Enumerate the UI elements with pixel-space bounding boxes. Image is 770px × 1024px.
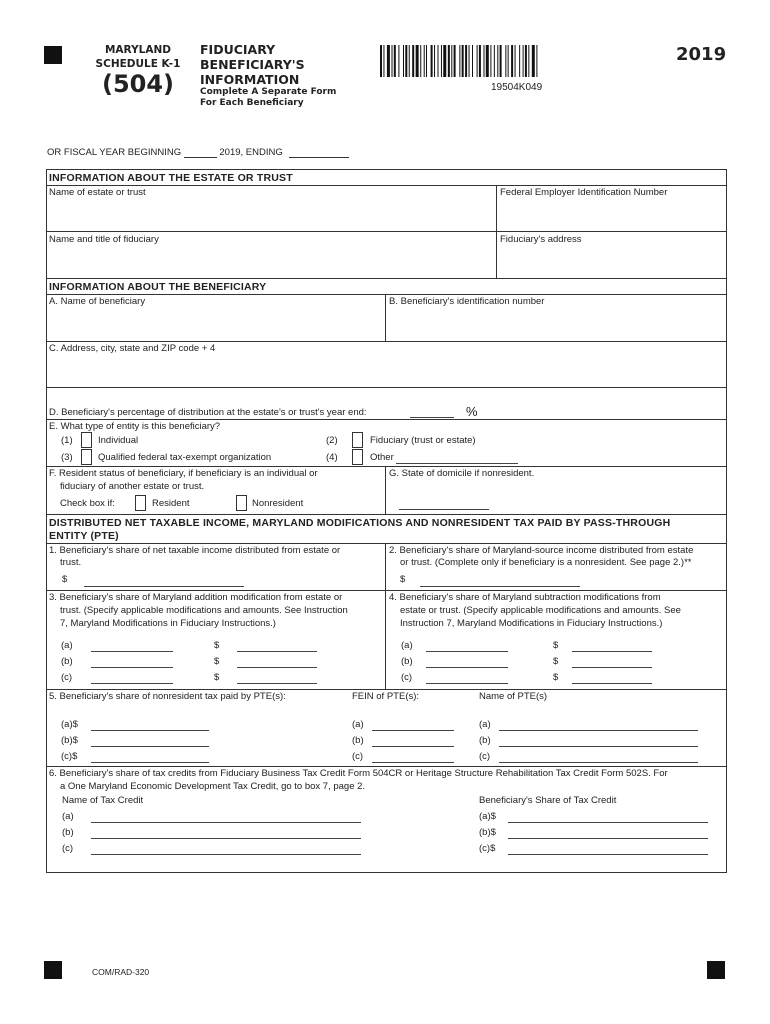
beneficiary-id-label: B. Beneficiary's identification number xyxy=(389,296,545,307)
line4-text-3: Instruction 7, Maryland Modifications in Fiduciary Instructions.) xyxy=(400,618,663,629)
fiduciary-address-field[interactable] xyxy=(497,246,726,277)
line6-b-label: (b) xyxy=(62,827,74,838)
divider xyxy=(46,466,727,467)
line3-a-dollar: $ xyxy=(214,640,220,651)
line4-c-dollar: $ xyxy=(553,672,559,683)
line4-b-amount-field[interactable] xyxy=(572,667,652,668)
barcode-text: 19504K049 xyxy=(491,82,543,93)
line6-c-label: (c) xyxy=(62,843,74,854)
nonresident-label: Nonresident xyxy=(252,498,304,509)
line6-share-col-header: Beneficiary's Share of Tax Credit xyxy=(479,795,617,806)
line4-a-amount-field[interactable] xyxy=(572,651,652,652)
barcode-bar xyxy=(441,45,442,77)
line5-c-name-field[interactable] xyxy=(499,762,698,763)
barcode-bar xyxy=(469,45,470,77)
distributed-section-title-2: ENTITY (PTE) xyxy=(49,530,119,542)
divider xyxy=(46,231,727,232)
beneficiary-id-field[interactable] xyxy=(386,308,726,340)
line5-b-dollar-label: (b)$ xyxy=(61,735,78,746)
line1-text-2: trust. xyxy=(60,557,82,568)
title-line-3: INFORMATION xyxy=(200,72,300,87)
line3-b-label: (b) xyxy=(61,656,73,667)
divider xyxy=(46,543,727,544)
fiduciary-checkbox[interactable] xyxy=(352,432,363,448)
line4-b-desc-field[interactable] xyxy=(426,667,508,668)
entity-opt3-label: Qualified federal tax-exempt organization xyxy=(98,452,272,463)
barcode-bar xyxy=(394,45,396,77)
line4-a-dollar: $ xyxy=(553,640,559,651)
line5-a-amount-field[interactable] xyxy=(91,730,209,731)
resident-status-line2: fiduciary of another estate or trust. xyxy=(60,481,205,492)
barcode-bar xyxy=(383,45,384,77)
fein-label: Federal Employer Identification Number xyxy=(500,187,668,198)
barcode-bar xyxy=(431,45,433,77)
line5-b-name-label: (b) xyxy=(479,735,491,746)
beneficiary-section-title: INFORMATION ABOUT THE BENEFICIARY xyxy=(49,281,267,293)
percent-sign: % xyxy=(466,404,478,419)
line4-c-desc-field[interactable] xyxy=(426,683,508,684)
form-id-block xyxy=(88,44,188,97)
nonresident-checkbox[interactable] xyxy=(236,495,247,511)
line3-b-dollar: $ xyxy=(214,656,220,667)
divider xyxy=(46,514,727,515)
state-domicile-label: G. State of domicile if nonresident. xyxy=(389,468,535,479)
barcode-bar xyxy=(519,45,520,77)
entity-opt3-num: (3) xyxy=(61,452,73,463)
line4-a-desc-field[interactable] xyxy=(426,651,508,652)
barcode-bar xyxy=(472,45,473,77)
line3-c-label: (c) xyxy=(61,672,73,683)
line6-text-1: 6. Beneficiary's share of tax credits from Fiduciary Business Tax Credit Form 504CR or Heritage Structure Rehabilitation Tax Credit Form 502S. For xyxy=(49,768,668,779)
state-label: MARYLAND xyxy=(104,44,171,56)
distribution-percent-label: D. Beneficiary's percentage of distribution at the estate's or trust's year end: xyxy=(49,407,367,418)
barcode-bar xyxy=(443,45,446,77)
distributed-section-title-1: DISTRIBUTED NET TAXABLE INCOME, MARYLAND MODIFICATIONS AND NONRESIDENT TAX PAID BY PASS-THROUGH xyxy=(49,517,671,529)
barcode-bar xyxy=(508,45,509,77)
line5-c-amount-field[interactable] xyxy=(91,762,209,763)
divider xyxy=(385,466,386,514)
registration-mark-top-left xyxy=(44,46,62,64)
entity-opt4-label: Other xyxy=(370,452,394,463)
line6-name-col-header: Name of Tax Credit xyxy=(62,795,144,806)
line4-text-1: 4. Beneficiary's share of Maryland subtraction modifications from xyxy=(389,592,661,603)
barcode-bar xyxy=(532,45,535,77)
check-box-if-label: Check box if: xyxy=(60,498,115,509)
barcode-bar xyxy=(409,45,410,77)
line4-c-label: (c) xyxy=(401,672,413,683)
barcode-bar xyxy=(416,45,419,77)
resident-status-line1: F. Resident status of beneficiary, if beneficiary is an individual or xyxy=(49,468,318,479)
resident-label: Resident xyxy=(152,498,190,509)
line3-text-3: 7, Maryland Modifications in Fiduciary Instructions.) xyxy=(60,618,276,629)
line5-c-fein-label: (c) xyxy=(352,751,364,762)
barcode-bar xyxy=(392,45,393,77)
entity-opt1-label: Individual xyxy=(98,435,139,446)
line4-text-2: estate or trust. (Specify applicable modifications and amounts. See xyxy=(400,605,681,616)
barcode-bar xyxy=(459,45,460,77)
line4-a-label: (a) xyxy=(401,640,413,651)
divider xyxy=(46,689,727,690)
fiscal-year-row xyxy=(47,147,349,158)
line6-text-2: a One Maryland Economic Development Tax Credit, go to box 7, page 2. xyxy=(60,781,366,792)
barcode-bar xyxy=(424,45,425,77)
barcode-bar xyxy=(479,45,481,77)
barcode-bar xyxy=(403,45,404,77)
line5-name-label: Name of PTE(s) xyxy=(479,691,548,702)
barcode xyxy=(380,45,652,77)
barcode-bar xyxy=(536,45,537,77)
barcode-bar xyxy=(525,45,527,77)
fiduciary-name-field[interactable] xyxy=(47,246,496,277)
barcode-bar xyxy=(511,45,513,77)
barcode-bar xyxy=(420,45,421,77)
registration-mark-bottom-left xyxy=(44,961,62,979)
other-entity-field[interactable] xyxy=(396,463,518,464)
barcode-bar xyxy=(523,45,524,77)
line3-b-desc-field[interactable] xyxy=(91,667,173,668)
tax-year: 2019 xyxy=(676,44,727,65)
line3-a-desc-field[interactable] xyxy=(91,651,173,652)
divider xyxy=(385,543,386,689)
beneficiary-address-label: C. Address, city, state and ZIP code + 4 xyxy=(49,343,216,354)
divider xyxy=(46,590,727,591)
fiscal-end-field[interactable] xyxy=(289,147,349,158)
line2-text-2: or trust. (Complete only if beneficiary is a nonresident. See page 2.)** xyxy=(400,557,692,568)
divider xyxy=(46,278,727,279)
resident-checkbox[interactable] xyxy=(135,495,146,511)
title-line-2: BENEFICIARY'S xyxy=(200,57,305,72)
line5-c-fein-field[interactable] xyxy=(372,762,454,763)
line5-a-name-field[interactable] xyxy=(499,730,698,731)
barcode-bar xyxy=(434,45,435,77)
line3-a-amount-field[interactable] xyxy=(237,651,317,652)
barcode-bar xyxy=(465,45,467,77)
line1-dollar: $ xyxy=(62,574,68,585)
barcode-bar xyxy=(454,45,456,77)
line6-a-name-field[interactable] xyxy=(91,822,361,823)
tax-exempt-org-checkbox[interactable] xyxy=(81,449,92,465)
form-code: COM/RAD-320 xyxy=(92,967,150,977)
fein-field[interactable] xyxy=(497,198,726,230)
state-domicile-field[interactable] xyxy=(399,509,489,510)
line6-c-dollar-label: (c)$ xyxy=(479,843,496,854)
barcode-bar xyxy=(505,45,506,77)
fiscal-begin-field[interactable] xyxy=(184,147,217,158)
line5-a-name-label: (a) xyxy=(479,719,491,730)
line5-c-name-label: (c) xyxy=(479,751,491,762)
barcode-image xyxy=(380,45,652,77)
line6-a-label: (a) xyxy=(62,811,74,822)
divider xyxy=(46,766,727,767)
other-checkbox[interactable] xyxy=(352,449,363,465)
barcode-bar xyxy=(426,45,427,77)
barcode-bar xyxy=(412,45,414,77)
line3-a-label: (a) xyxy=(61,640,73,651)
barcode-bar xyxy=(462,45,464,77)
barcode-bar xyxy=(490,45,491,77)
barcode-bar xyxy=(486,45,489,77)
line6-a-amount-field[interactable] xyxy=(508,822,708,823)
subtitle-line-1: Complete A Separate Form xyxy=(200,87,337,97)
estate-name-label: Name of estate or trust xyxy=(49,187,146,198)
form-title-block xyxy=(200,42,336,109)
distribution-percent-field[interactable] xyxy=(410,417,454,418)
line5-a-fein-label: (a) xyxy=(352,719,364,730)
line5-fein-label: FEIN of PTE(s): xyxy=(352,691,420,702)
line5-b-amount-field[interactable] xyxy=(91,746,209,747)
line2-dollar: $ xyxy=(400,574,406,585)
divider xyxy=(46,294,727,295)
estate-section-title: INFORMATION ABOUT THE ESTATE OR TRUST xyxy=(49,172,293,184)
barcode-bar xyxy=(380,45,382,77)
subtitle-line-2: For Each Beneficiary xyxy=(200,98,304,108)
entity-opt4-num: (4) xyxy=(326,452,338,463)
line6-a-dollar-label: (a)$ xyxy=(479,811,496,822)
line1-amount-field[interactable] xyxy=(84,586,244,587)
title-line-1: FIDUCIARY xyxy=(200,42,276,57)
line2-text-1: 2. Beneficiary's share of Maryland-source income distributed from estate xyxy=(389,545,694,556)
line6-b-name-field[interactable] xyxy=(91,838,361,839)
barcode-bar xyxy=(494,45,495,77)
line5-a-fein-field[interactable] xyxy=(372,730,454,731)
individual-checkbox[interactable] xyxy=(81,432,92,448)
line3-text-2: trust. (Specify applicable modifications and amounts. See Instruction xyxy=(60,605,348,616)
registration-mark-bottom-right xyxy=(707,961,725,979)
line4-b-label: (b) xyxy=(401,656,413,667)
fiscal-year-middle: 2019, ENDING xyxy=(219,147,283,158)
line6-b-amount-field[interactable] xyxy=(508,838,708,839)
barcode-bar xyxy=(515,45,516,77)
line3-c-desc-field[interactable] xyxy=(91,683,173,684)
barcode-bar xyxy=(500,45,502,77)
line5-a-dollar-label: (a)$ xyxy=(61,719,78,730)
line6-c-amount-field[interactable] xyxy=(508,854,708,855)
divider xyxy=(46,185,727,186)
line2-amount-field[interactable] xyxy=(420,586,580,587)
line3-c-amount-field[interactable] xyxy=(237,683,317,684)
estate-name-field[interactable] xyxy=(47,198,496,230)
barcode-bar xyxy=(405,45,407,77)
line1-text-1: 1. Beneficiary's share of net taxable income distributed from estate or xyxy=(49,545,341,556)
schedule-label: SCHEDULE K-1 xyxy=(95,58,181,70)
fiscal-year-prefix: OR FISCAL YEAR BEGINNING xyxy=(47,147,182,158)
beneficiary-address-field[interactable] xyxy=(47,355,726,386)
barcode-bar xyxy=(451,45,452,77)
line5-c-dollar-label: (c)$ xyxy=(61,751,78,762)
line5-b-name-field[interactable] xyxy=(499,746,698,747)
divider xyxy=(46,387,727,388)
barcode-bar xyxy=(477,45,478,77)
entity-type-label: E. What type of entity is this beneficiary? xyxy=(49,421,221,432)
divider xyxy=(46,341,727,342)
fiduciary-name-label: Name and title of fiduciary xyxy=(49,234,159,245)
line3-c-dollar: $ xyxy=(214,672,220,683)
line6-c-name-field[interactable] xyxy=(91,854,361,855)
line5-b-fein-field[interactable] xyxy=(372,746,454,747)
barcode-bar xyxy=(484,45,485,77)
line5-b-fein-label: (b) xyxy=(352,735,364,746)
barcode-bar xyxy=(448,45,450,77)
form-number: (504) xyxy=(101,70,175,98)
barcode-bar xyxy=(387,45,390,77)
barcode-bar xyxy=(438,45,439,77)
barcode-bar xyxy=(497,45,498,77)
beneficiary-name-field[interactable] xyxy=(47,308,384,340)
fiduciary-address-label: Fiduciary's address xyxy=(500,234,582,245)
entity-opt2-label: Fiduciary (trust or estate) xyxy=(370,435,476,446)
line4-c-amount-field[interactable] xyxy=(572,683,652,684)
beneficiary-name-label: A. Name of beneficiary xyxy=(49,296,146,307)
barcode-bar xyxy=(398,45,399,77)
line5-label: 5. Beneficiary's share of nonresident tax paid by PTE(s): xyxy=(49,691,286,702)
line6-b-dollar-label: (b)$ xyxy=(479,827,496,838)
line4-b-dollar: $ xyxy=(553,656,559,667)
barcode-bar xyxy=(528,45,529,77)
divider xyxy=(46,419,727,420)
line3-text-1: 3. Beneficiary's share of Maryland addition modification from estate or xyxy=(49,592,343,603)
entity-opt1-num: (1) xyxy=(61,435,73,446)
entity-opt2-num: (2) xyxy=(326,435,338,446)
line3-b-amount-field[interactable] xyxy=(237,667,317,668)
